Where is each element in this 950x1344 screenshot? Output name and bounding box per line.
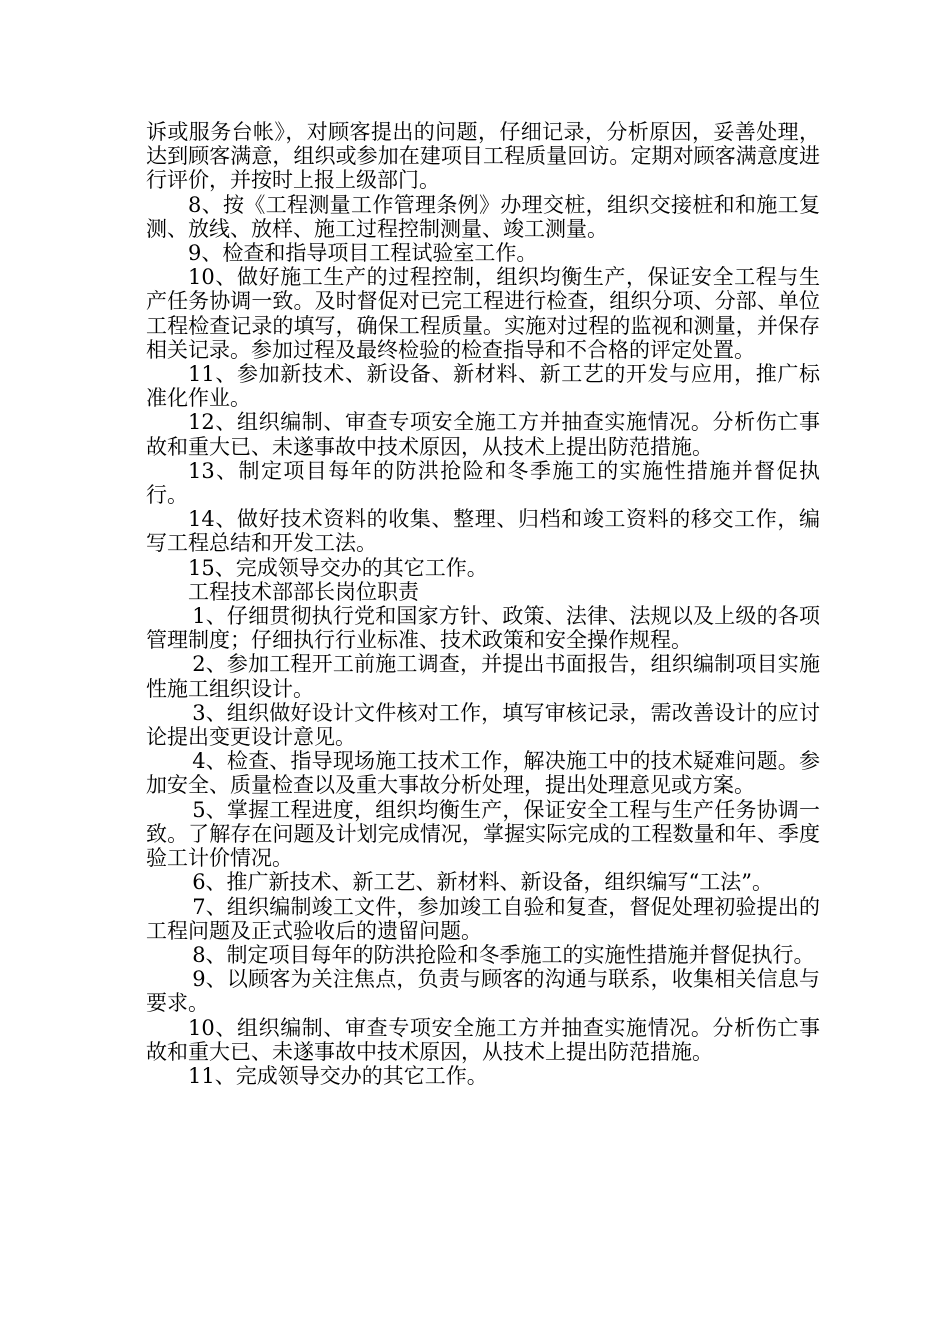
document-body	[146, 120, 820, 1088]
duty-item-11: 11、完成领导交办的其它工作。	[188, 1063, 488, 1088]
duty-item-1: 1、仔细贯彻执行党和国家方针、政策、法律、法规以及上级的各项管理制度；仔细执行行业标准、技术政策和安全操作规程。	[146, 604, 820, 653]
paragraph-item-13: 13、制定项目每年的防洪抢险和冬季施工的实施性措施并督促执行。	[146, 458, 820, 508]
duty-item-9: 9、以顾客为关注焦点，负责与顾客的沟通与联系，收集相关信息与要求。	[146, 967, 820, 1016]
duty-item-7: 7、组织编制竣工文件，参加竣工自验和复查，督促处理初验提出的工程问题及正式验收后的遗留问题。	[146, 894, 820, 943]
duty-item-3: 3、组织做好设计文件核对工作，填写审核记录，需改善设计的应讨论提出变更设计意见。	[146, 700, 820, 750]
paragraph-item-12: 12、组织编制、审查专项安全施工方并抽查实施情况。分析伤亡事故和重大已、未遂事故中技术原因，从技术上提出防范措施。	[146, 410, 820, 459]
duty-item-6: 6、推广新技术、新工艺、新材料、新设备，组织编写“工法”。	[192, 870, 774, 895]
duty-item-8: 8、制定项目每年的防洪抢险和冬季施工的实施性措施并督促执行。	[192, 942, 815, 967]
paragraph-item-9: 9、检查和指导项目工程试验室工作。	[188, 241, 538, 266]
paragraph-item-11: 11、参加新技术、新设备、新材料、新工艺的开发与应用，推广标准化作业。	[146, 362, 820, 411]
duty-item-4: 4、检查、指导现场施工技术工作，解决施工中的技术疑难问题。参加安全、质量检查以及重大事故分析处理，提出处理意见或方案。	[146, 749, 820, 798]
paragraph-item-10: 10、做好施工生产的过程控制，组织均衡生产，保证安全工程与生产任务协调一致。及时督促对已完工程进行检查，组织分项、分部、单位工程检查记录的填写，确保工程质量。实施对过程的监视和测量，并保存相关记录。参加过程及最终检验的检查指导和不合格的评定处置。	[146, 265, 820, 362]
section-heading: 工程技术部部长岗位职责	[188, 579, 419, 604]
paragraph-item-8: 8、按《工程测量工作管理条例》办理交桩，组织交接桩和和施工复测、放线、放样、施工过程控制测量、竣工测量。	[146, 192, 820, 241]
duty-item-10: 10、组织编制、审查专项安全施工方并抽查实施情况。分析伤亡事故和重大已、未遂事故中技术原因，从技术上提出防范措施。	[146, 1015, 820, 1064]
paragraph-continued: 诉或服务台帐》，对顾客提出的问题，仔细记录，分析原因，妥善处理，达到顾客满意，组织或参加在建项目工程质量回访。定期对顾客满意度进行评价，并按时上报上级部门。	[146, 120, 820, 193]
paragraph-item-15: 15、完成领导交办的其它工作。	[188, 555, 488, 580]
paragraph-item-14: 14、做好技术资料的收集、整理、归档和竣工资料的移交工作，编写工程总结和开发工法。	[146, 507, 820, 556]
duty-item-5: 5、掌握工程进度，组织均衡生产，保证安全工程与生产任务协调一致。了解存在问题及计划完成情况，掌握实际完成的工程数量和年、季度验工计价情况。	[146, 797, 820, 871]
duty-item-2: 2、参加工程开工前施工调查，并提出书面报告，组织编制项目实施性施工组织设计。	[146, 652, 820, 701]
